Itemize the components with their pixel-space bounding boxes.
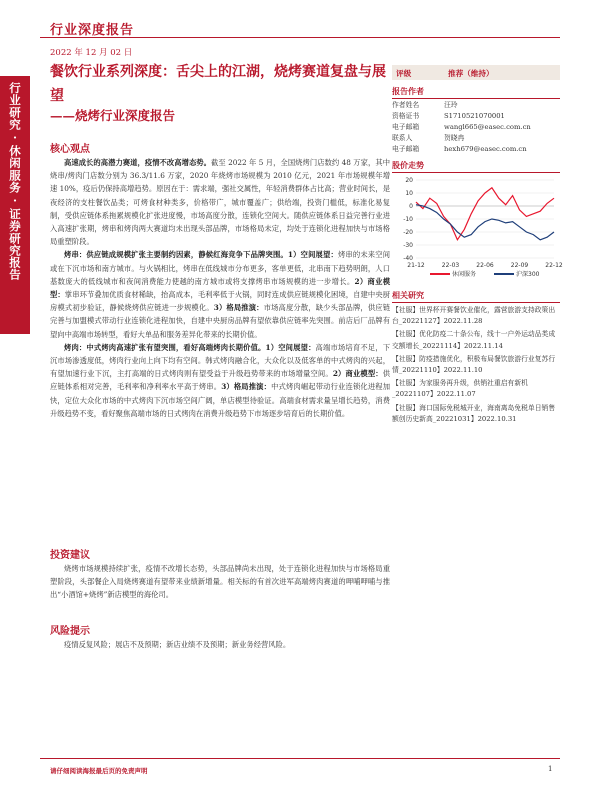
- y-tick-label: 20: [405, 177, 413, 184]
- analyst-row: [392, 111, 560, 122]
- p2-s1: 烤串的未来空间或在下沉市场和南方城市。与火锅相比，烤串在低线城市分布更多，客单更低，北串南下趋势明朗，人口基数庞大的低线城市和夜间消费能力使越的南方城市或将支撑烤串市场规模的进一步增长。: [50, 250, 391, 286]
- analyst-value: 贺晓冉: [444, 134, 465, 142]
- y-tick-label: -20: [403, 229, 413, 236]
- header-divider: [40, 37, 560, 38]
- analyst-value: 汪玲: [444, 101, 458, 109]
- analyst-key: 资格证书: [392, 112, 420, 120]
- analyst-row: [392, 144, 560, 155]
- core-view-body: [50, 156, 390, 420]
- legend-label-leisure: 休闲服务: [452, 271, 477, 278]
- y-tick-label: -10: [403, 216, 413, 223]
- core-view-p3: [50, 341, 390, 420]
- analyst-key: 电子邮箱: [392, 123, 420, 131]
- core-view-p2: [50, 248, 390, 340]
- y-tick-label: -40: [403, 255, 413, 262]
- risk-heading: 风险提示: [50, 626, 90, 637]
- analyst-row: [392, 122, 560, 133]
- analyst-email[interactable]: wangl665@easec.com.cn: [444, 123, 531, 131]
- analysts-heading: 报告作者: [392, 86, 424, 96]
- core-view-p1: [50, 156, 390, 248]
- p3-s3: 中式烤肉崛起带动行业连锁化进程加快，定位大众化市场的中式烤肉下沉市场空间广阔，单店模型待验证。高端食材需求量呈增长趋势，消费升级趋势不变，看好聚焦高端市场的日式烤肉在消费升级趋势下市场逐步培育后的长期价值。: [50, 382, 391, 418]
- y-tick-label: 10: [405, 190, 413, 197]
- p3-s2: 供应链体系相对完善，毛利率和净利率水平高于烤串。: [50, 369, 391, 392]
- analysts-list: [392, 100, 560, 155]
- x-tick-label: 22-09: [510, 262, 529, 269]
- series-line-hs300: [416, 205, 554, 240]
- analyst-key: 联系人: [392, 134, 413, 142]
- p2-s2: 掌串环节叠加优质食材稀缺，抬高成本，毛利率低于火锅，同时连成供应链规模化困境，自建中央厨房模式初步验证，静候烧烤供应链进一步规模化。: [50, 290, 391, 313]
- chart-y-ticks: [403, 177, 413, 262]
- rating-row: [392, 65, 560, 80]
- p1-text: 截至 2022 年 5 月，全国烧烤门店数约 48 万家，其中烧串/烤肉门店数分别为 36.3/11.6 万家，2020 年烧烤市场规模为 2010 亿元，2021 年市场规模年增速 10%，疫后仍保持高增趋势。原因在于：需求端，强社交属性，年轻消费群体占比高；营业时间长，是夜经济的支柱餐饮品类；可烤食材种类多，价格带广，城市覆盖广；供给端，投资门槛低，标准化易复制，受供应链体系拖累规模化扩张进度慢，市场高度分散，连锁化空间大。随供应链体系日益完善行业进入高速扩张期，烤串和烤肉两大赛道均未出现头部品牌，市场格局未定，均处于连锁化进程加快与市场格局重塑阶段。: [50, 158, 391, 247]
- p2-bold: 烤串：供应链成规模扩张主要制约因素，静候红海竞争下品牌突围。: [64, 250, 288, 260]
- analyst-row: [392, 133, 560, 144]
- related-list: [392, 305, 560, 425]
- rating-label: 评级: [396, 69, 412, 78]
- report-type: 行业深度报告: [50, 23, 135, 38]
- p3-s1-label: 1）空间展望：: [265, 342, 316, 352]
- report-subtitle: ——烧烤行业深度报告: [50, 108, 176, 123]
- x-tick-label: 22-06: [476, 262, 494, 269]
- core-view-heading: 核心观点: [50, 144, 90, 155]
- investment-text: 烧烤市场规模持续扩张，疫情不改增长态势，头部品牌尚未出现，处于连锁化进程加快与市场格局重塑阶段，头部餐企入局烧烤赛道有望带来业绩新增量。相关标的有首次进军高端烤肉赛道的呷哺呷哺与推出“小酒馆+烧烤”新店模型的海伦司。: [50, 564, 390, 600]
- page-number: 1: [548, 765, 553, 773]
- analyst-email[interactable]: hexh679@easec.com.cn: [444, 145, 527, 153]
- legend-label-hs300: 沪深300: [516, 271, 540, 278]
- p3-bold: 烤肉：中式烤肉高速扩张有望突围，看好高端烤肉长期价值。: [64, 342, 266, 352]
- p3-s3-label: 3）格局推演：: [221, 382, 272, 392]
- p3-s2-label: 2）商业模型：: [332, 369, 383, 379]
- y-tick-label: 0: [409, 203, 413, 210]
- stock-chart-heading: 股价走势: [392, 160, 424, 170]
- investment-heading: 投资建议: [50, 550, 90, 561]
- x-tick-label: 21-12: [407, 262, 425, 269]
- x-tick-label: 22-12: [545, 262, 563, 269]
- p2-s3-label: 3）格局推演：: [213, 303, 264, 313]
- stock-chart-divider: [392, 172, 560, 173]
- related-item[interactable]: 【社服】优化防疫二十条公布，线十一户外运动品类成交额增长_20221114】2022.11.14: [392, 330, 556, 350]
- p2-s2-label: 2）商业模型：: [50, 276, 391, 300]
- analyst-key: 电子邮箱: [392, 145, 420, 153]
- footer-disclaimer[interactable]: 请仔细阅读海报最后页的免责声明: [50, 767, 148, 775]
- report-date: 2022 年 12 月 02 日: [50, 48, 133, 58]
- chart-x-ticks: [407, 262, 563, 269]
- related-item[interactable]: 【社服】为家服务再升级，供销社重启有新机_20221107】2022.11.07: [392, 379, 528, 399]
- related-item[interactable]: 【社服】世界杯开赛餐饮业催化，露营旅游支持政策出台_20221127】2022.11.28: [392, 306, 556, 326]
- chart-legend: [430, 270, 540, 278]
- p2-s3: 市场高度分散，缺少头部品牌，供应链完善与加盟模式带动行业连锁化进程加快，自建中央厨房品牌有望依靠供应链率先突围。前店后厂品牌有望向中高端市场转型，看好大单品和服务差异化带来的长期价值。: [50, 303, 391, 339]
- related-heading: 相关研究: [392, 290, 424, 300]
- footer-divider: [40, 758, 560, 759]
- p3-s1: 高端市场培育不足，下沉市场渗透度低，烤肉行业向上向下均有空间。韩式烤肉融合化，大众化以及低客单的中式烤肉的兴起，有望加速行业下沉，主打高端的日式烤肉则有望受益于升级趋势带来的市场增量空间。: [50, 342, 391, 379]
- rating-value: 推荐（维持）: [448, 69, 494, 78]
- analysts-divider: [392, 98, 560, 99]
- vertical-sidebar: [0, 76, 30, 334]
- related-item[interactable]: 【社服】海口国际免税城开业，海南离岛免税单日销售额创历史新高_20221031】2022.10.31: [392, 403, 556, 423]
- analyst-key: 作者姓名: [392, 101, 420, 109]
- p1-bold: 高速成长的高潜力赛道，疫情不改高增态势。: [64, 158, 212, 167]
- analyst-row: [392, 100, 560, 111]
- chart-grid: [416, 180, 554, 258]
- analyst-value: S1710521070001: [444, 112, 505, 120]
- x-tick-label: 22-03: [441, 262, 460, 269]
- sidebar-text: 行业研究·休闲服务·证券研究报告: [8, 82, 22, 281]
- related-item[interactable]: 【社服】防疫措施优化，积极布局餐饮旅游行业复苏行情_20221110】2022.11.10: [392, 354, 556, 375]
- risk-text: 疫情反复风险；展店不及预期；新店业绩不及预期；新业务经营风险。: [64, 640, 291, 649]
- stock-chart: [392, 176, 563, 288]
- p2-s1-label: 1）空间展望：: [287, 250, 338, 260]
- related-divider: [392, 302, 560, 303]
- y-tick-label: -30: [403, 242, 413, 249]
- report-title: 餐饮行业系列深度：舌尖上的江湖，烧烤赛道复盘与展望: [50, 64, 386, 104]
